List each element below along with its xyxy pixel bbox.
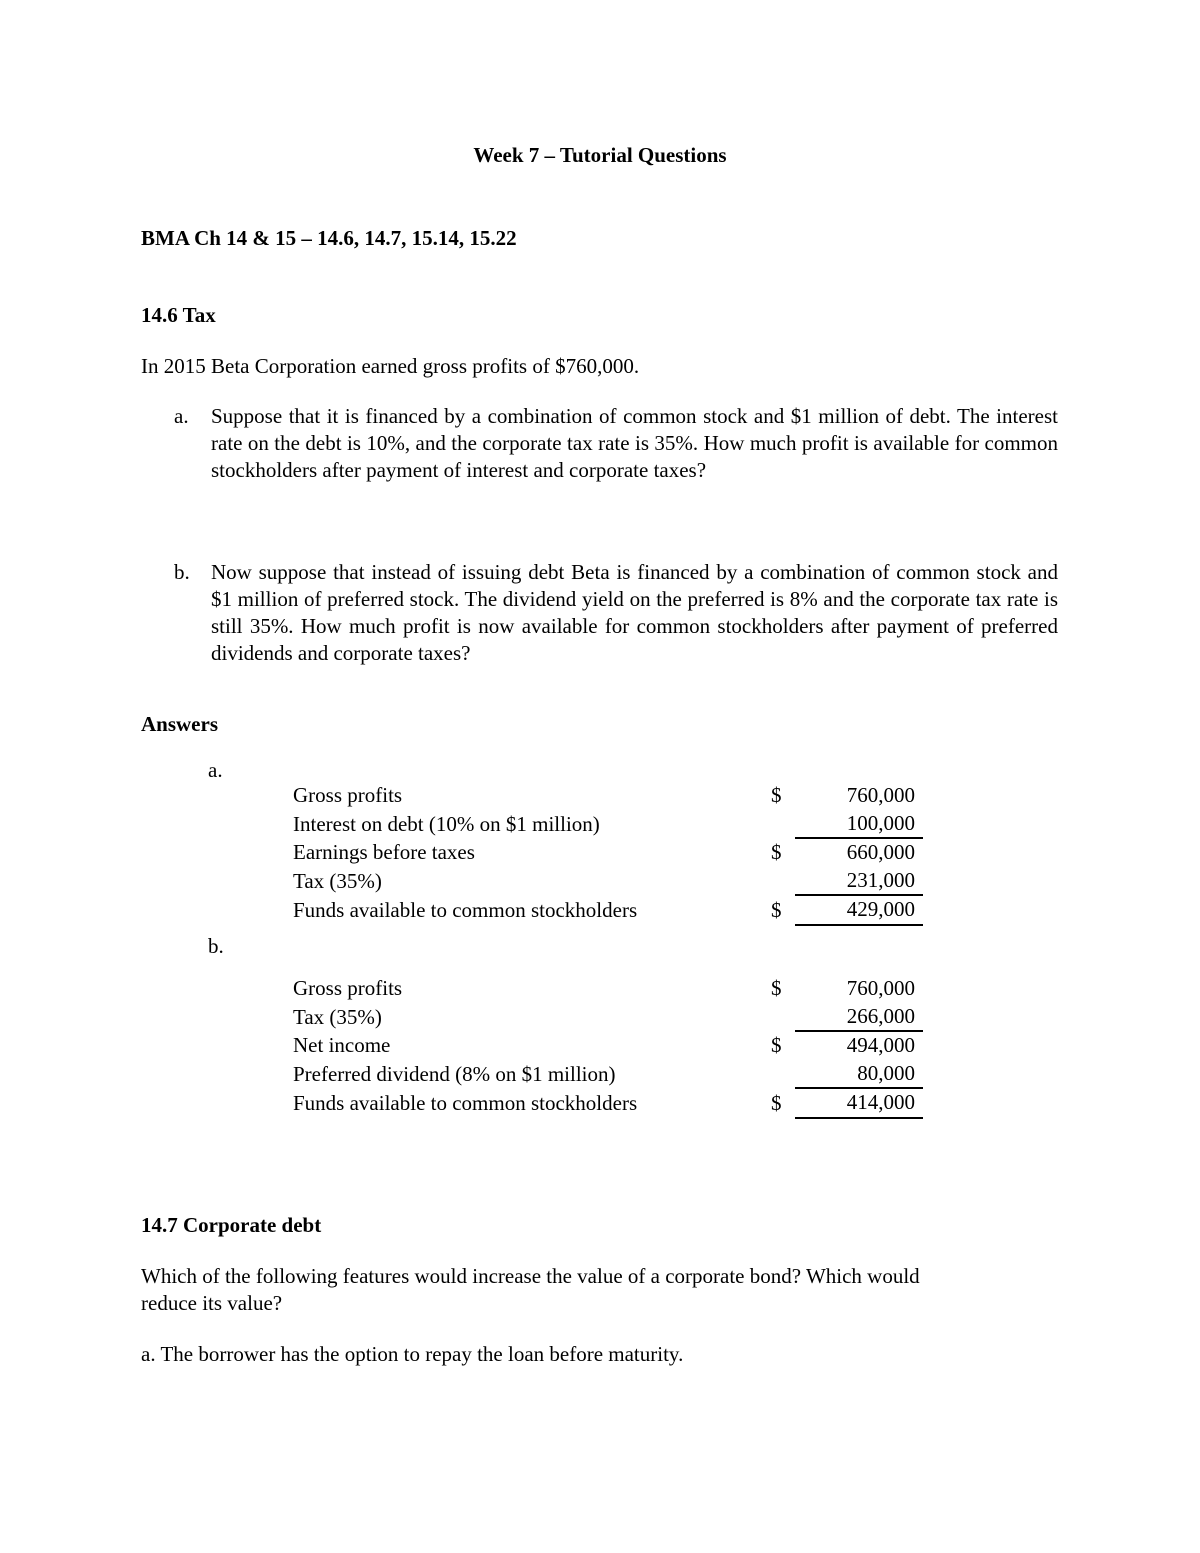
row-currency: $	[771, 840, 782, 864]
row-currency: $	[771, 783, 782, 807]
row-amount: 494,000	[846, 1033, 915, 1057]
row-label: Gross profits	[293, 976, 403, 1000]
section-heading-14-6: 14.6 Tax	[141, 303, 216, 327]
row-currency	[771, 1060, 795, 1089]
row-currency: $	[771, 898, 782, 922]
table-row	[290, 1003, 923, 1032]
row-label: Funds available to common stockholders	[293, 898, 638, 922]
row-label: Preferred dividend (8% on $1 million)	[293, 1061, 616, 1086]
question-a-text: Suppose that it is financed by a combination of common stock and $1 million of debt. The interest rate on the debt is 10%, and the corporate tax rate is 35%. How much profit is available for common stockholders after payment of interest and corporate taxes?	[211, 404, 1058, 482]
table-row	[290, 1088, 923, 1118]
table-row	[290, 975, 923, 1003]
row-currency	[771, 1003, 795, 1032]
section-heading-14-7: 14.7 Corporate debt	[141, 1213, 322, 1237]
answer-a-marker: a.	[208, 758, 223, 782]
answers-heading: Answers	[141, 712, 218, 736]
row-amount: 760,000	[846, 976, 915, 1000]
question-14-7-item-a: a. The borrower has the option to repay the loan before maturity.	[141, 1342, 684, 1366]
row-label: Funds available to common stockholders	[293, 1091, 638, 1115]
table-row	[290, 810, 923, 839]
row-label: Tax (35%)	[293, 868, 382, 893]
row-currency: $	[771, 976, 782, 1000]
row-amount: 760,000	[846, 783, 915, 807]
row-amount: 429,000	[795, 895, 923, 925]
row-currency	[771, 810, 795, 839]
row-label: Net income	[293, 1033, 391, 1057]
page-title: Week 7 – Tutorial Questions	[473, 143, 727, 167]
row-amount: 414,000	[795, 1088, 923, 1118]
row-currency	[771, 867, 795, 896]
row-amount: 100,000	[795, 810, 923, 839]
row-label: Earnings before taxes	[293, 840, 475, 864]
row-currency: $	[771, 1033, 782, 1057]
row-amount: 266,000	[795, 1003, 923, 1032]
question-14-7-line2: reduce its value?	[141, 1291, 283, 1315]
answer-b-table	[290, 975, 923, 1119]
row-label: Gross profits	[293, 783, 403, 807]
table-row	[290, 1031, 923, 1060]
row-label: Interest on debt (10% on $1 million)	[293, 811, 600, 836]
question-a-marker: a.	[174, 404, 189, 428]
row-amount: 660,000	[846, 840, 915, 864]
row-label: Tax (35%)	[293, 1004, 382, 1029]
table-row	[290, 895, 923, 925]
answer-a-table	[290, 782, 923, 926]
table-row	[290, 1060, 923, 1089]
chapter-reference: BMA Ch 14 & 15 – 14.6, 14.7, 15.14, 15.22	[141, 226, 517, 250]
answer-b-marker: b.	[208, 934, 224, 958]
row-currency: $	[771, 1091, 782, 1115]
row-amount: 231,000	[795, 867, 923, 896]
table-row	[290, 838, 923, 867]
question-b-text: Now suppose that instead of issuing debt Beta is financed by a combination of common stock and $1 million of preferred stock. The dividend yield on the preferred is 8% and the corporate tax rate is still 35%. How much profit is now available for common stockholders after payment of preferred dividends and corporate taxes?	[211, 560, 1058, 665]
row-amount: 80,000	[795, 1060, 923, 1089]
question-b-marker: b.	[174, 560, 190, 584]
question-14-7-line1: Which of the following features would increase the value of a corporate bond? Which would	[141, 1264, 920, 1288]
table-row	[290, 782, 923, 810]
table-row	[290, 867, 923, 896]
intro-paragraph: In 2015 Beta Corporation earned gross profits of $760,000.	[141, 354, 640, 378]
